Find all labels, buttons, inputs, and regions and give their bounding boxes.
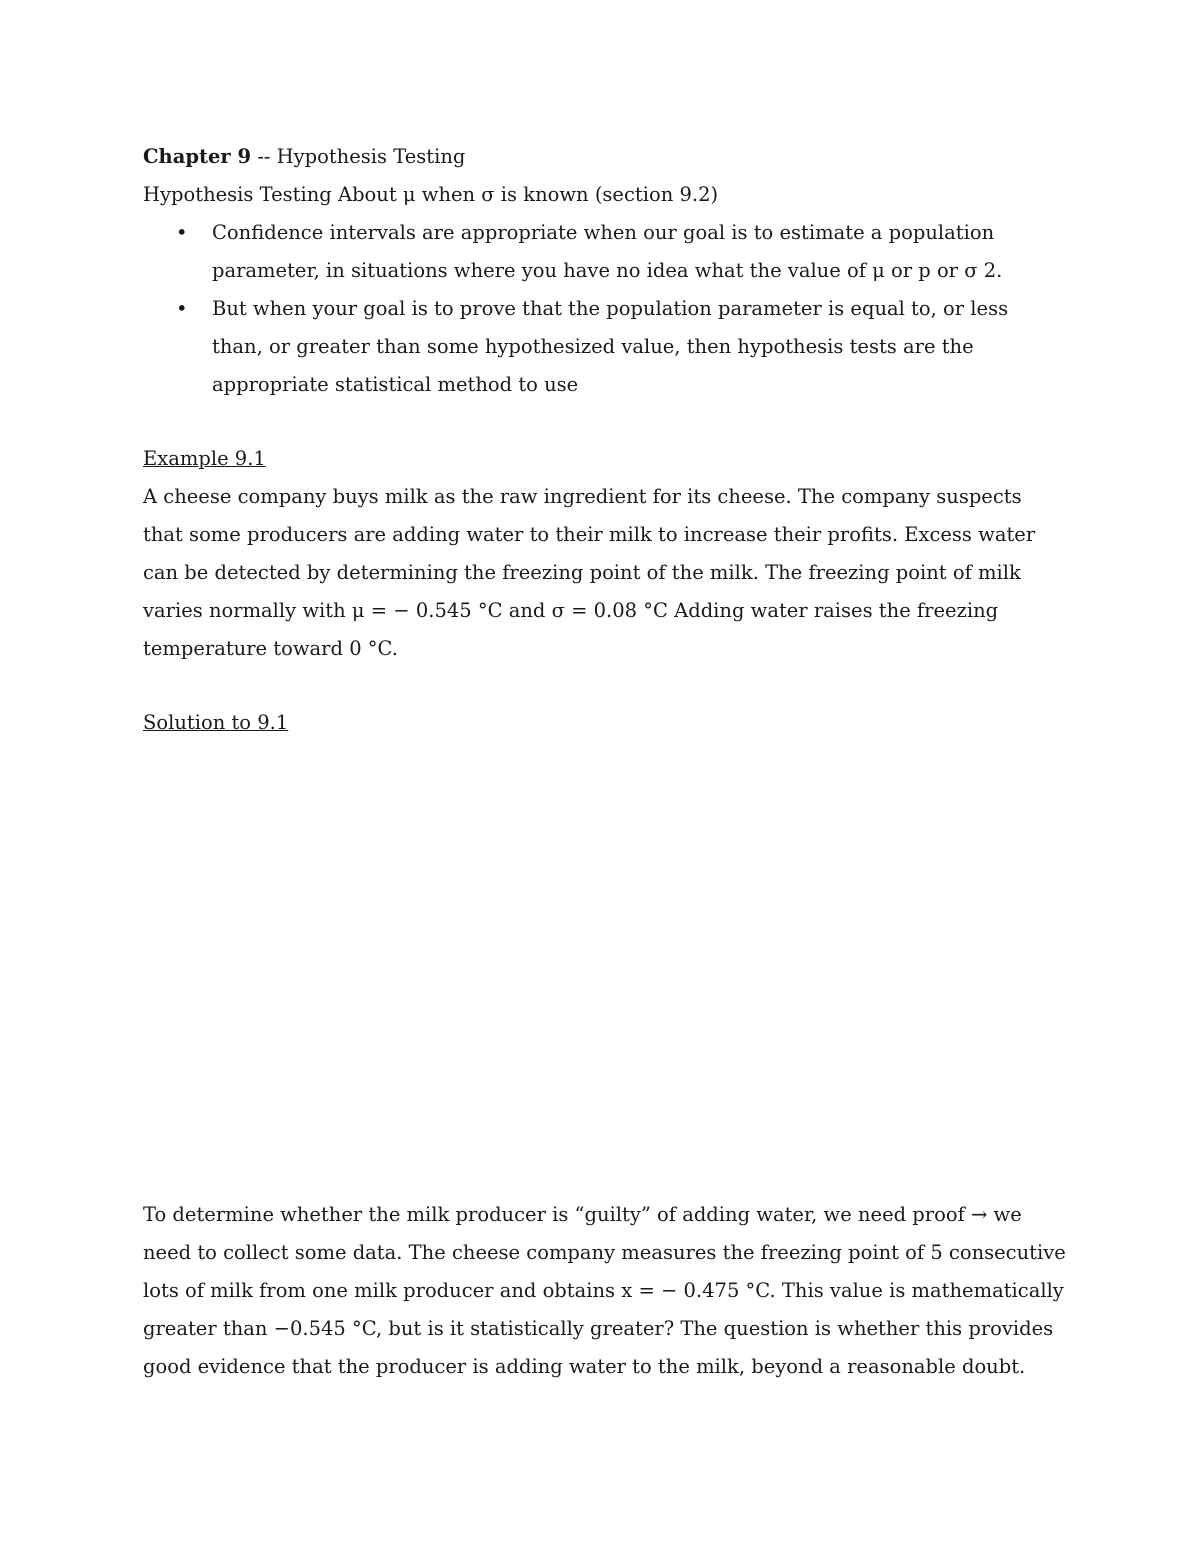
chapter-heading xyxy=(143,138,465,176)
solution-body: To determine whether the milk producer is “guilty” of adding water, we need proof → we need to collect some data. The cheese company measures the freezing point of 5 consecutive lots of milk from one milk producer and obtains x = − 0.475 °C. This value is mathematically greater than −0.545 °C, but is it statistically greater? The question is whether this provides good evidence that the producer is adding water to the milk, beyond a reasonable doubt. xyxy=(143,1203,1066,1378)
bullet-item xyxy=(143,290,1063,404)
bullet-text: But when your goal is to prove that the population parameter is equal to, or less than, or greater than some hypothesized value, then hypothesis tests are the appropriate statistical method to use xyxy=(212,297,1009,396)
bullet-item xyxy=(143,214,1063,290)
chapter-number: Chapter 9 xyxy=(143,145,252,168)
solution-label: Solution to 9.1 xyxy=(143,711,289,734)
bullet-icon: • xyxy=(176,221,188,244)
bullet-list xyxy=(143,214,1063,404)
section-subheading: Hypothesis Testing About μ when σ is known (section 9.2) xyxy=(143,183,719,206)
bullet-text: Confidence intervals are appropriate when our goal is to estimate a population parameter, in situations where you have no idea what the value of μ or p or σ 2. xyxy=(212,221,1003,282)
example-label: Example 9.1 xyxy=(143,447,266,470)
chapter-title: -- Hypothesis Testing xyxy=(251,145,466,168)
example-body: A cheese company buys milk as the raw ingredient for its cheese. The company suspects that some producers are adding water to their milk to increase their profits. Excess water can be detected by determining the freezing point of the milk. The freezing point of milk varies normally with μ = − 0.545 °C and σ = 0.08 °C Adding water raises the freezing temperature toward 0 °C. xyxy=(143,485,1036,660)
bullet-icon: • xyxy=(176,297,188,320)
